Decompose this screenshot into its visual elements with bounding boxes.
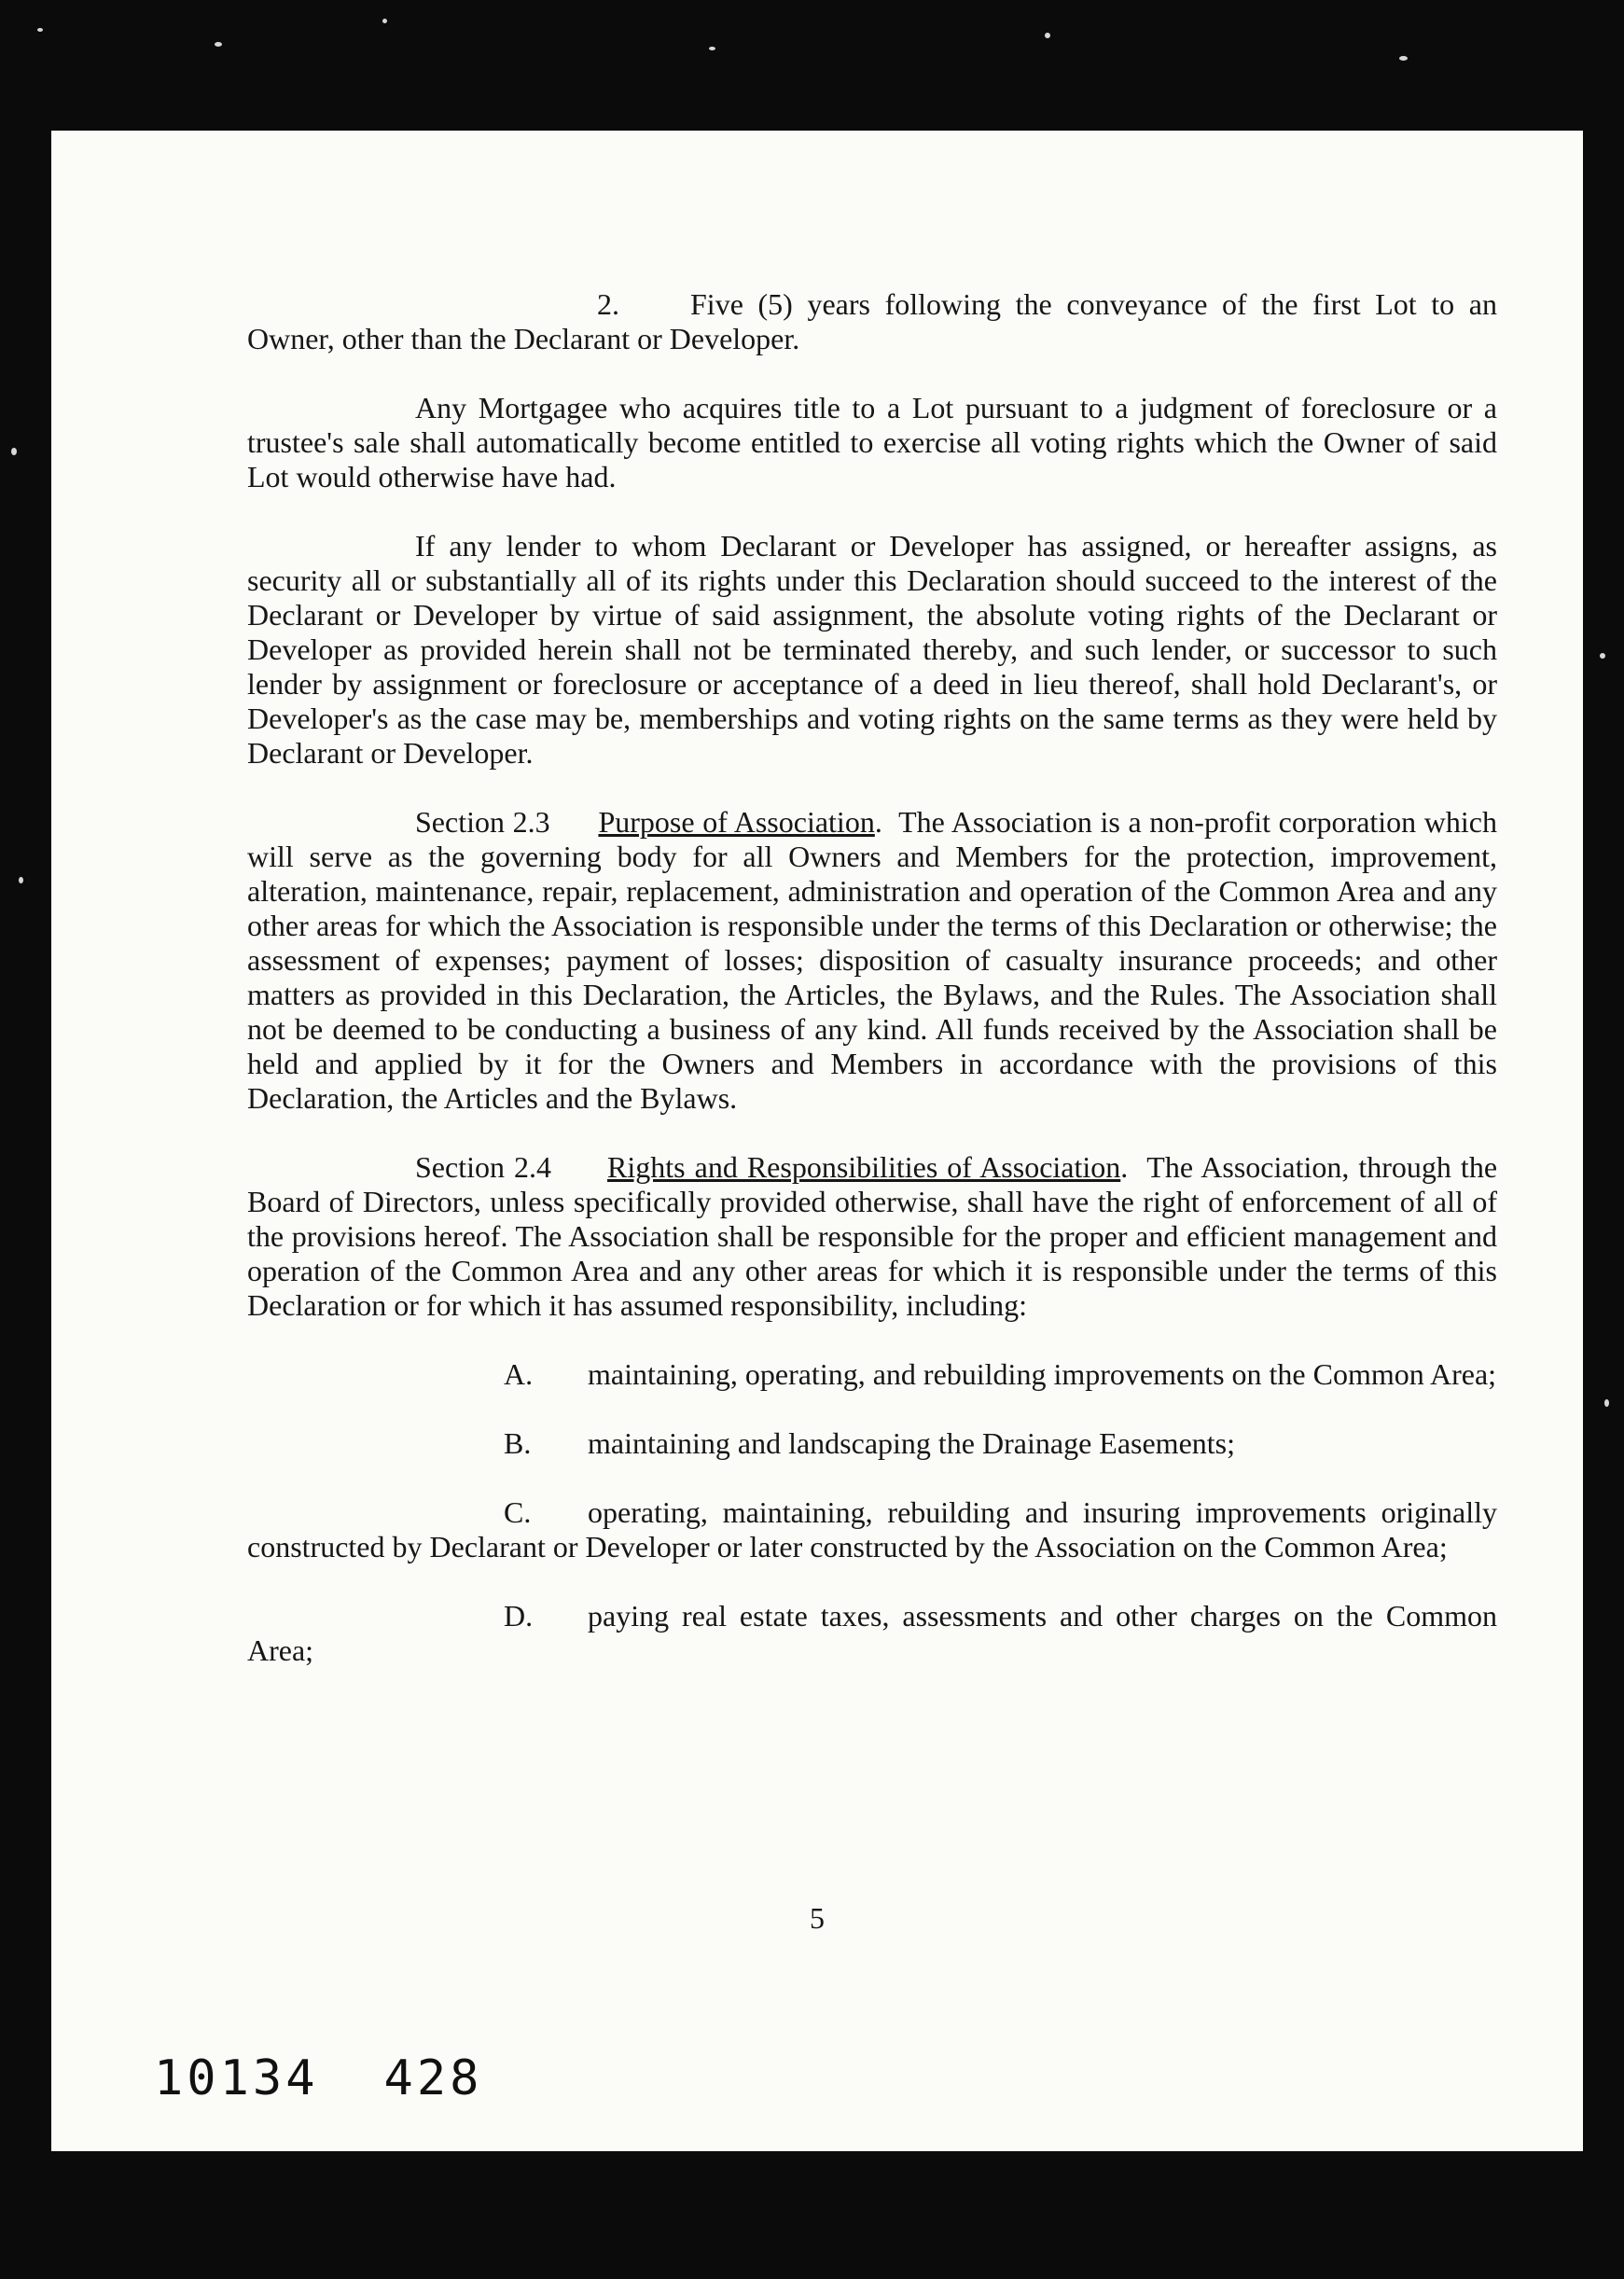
page-number: 5 <box>810 1901 825 1935</box>
scan-speck <box>1600 653 1605 659</box>
list-text: paying real estate taxes, assessments and other charges on the Common Area; <box>247 1599 1497 1667</box>
document-page <box>51 131 1583 2151</box>
section-heading: Rights and Responsibilities of Association <box>607 1150 1121 1184</box>
scan-speck <box>1399 56 1408 61</box>
section-body: The Association, through the Board of Directors, unless specifically provided otherwise, shall have the right of enforcement of all of the provisions hereof. The Association shall be responsible for the proper and efficient management and operation of the Common Area and any other areas for which it is responsible under the terms of this Declaration or for which it has assumed responsibility, including: <box>247 1150 1498 1322</box>
list-item-a <box>247 1357 1497 1392</box>
stamp-book-number: 10134 <box>154 2050 319 2106</box>
list-letter: B. <box>504 1426 532 1460</box>
scan-speck <box>19 877 23 883</box>
section-body: The Association is a non-profit corporation which will serve as the governing body for all Owners and Members for the protection, improvement, alteration, maintenance, repair, replacement, administration and operation of the Common Area and any other areas for which the Association is responsible under the terms of this Declaration or otherwise; the assessment of expenses; payment of losses; disposition of casualty insurance proceeds; and other matters as provided in this Declaration, the Articles, the Bylaws, and the Rules. The Association shall not be deemed to be conducting a business of any kind. All funds received by the Association shall be held and applied by it for the Owners and Members in accordance with the provisions of this Declaration, the Articles and the Bylaws. <box>247 805 1498 1115</box>
section-2-4: Section 2.4 Rights and Responsibilities of Association. The Association, through the Board of Directors, unless specifically provided otherwise, shall have the right of enforcement of all of the provisions hereof. The Association shall be responsible for the proper and efficient management and operation of the Common Area and any other areas for which it is responsible under the terms of this Declaration or for which it has assumed responsibility, including: <box>247 1150 1498 1322</box>
scan-speck <box>37 28 43 32</box>
list-text: maintaining and landscaping the Drainage Easements; <box>588 1426 1235 1460</box>
item-2-text: Five (5) years following the conveyance of the first Lot to an Owner, other than the Declarant or Developer. <box>247 287 1497 355</box>
lender-paragraph: If any lender to whom Declarant or Developer has assigned, or hereafter assigns, as security all or substantially all of its rights under this Declaration should succeed to the interest of the Declarant or Developer by virtue of said assignment, the absolute voting rights of the Declarant or Developer as provided herein shall not be terminated thereby, and such lender, or successor to such lender by assignment or foreclosure or acceptance of a deed in lieu thereof, shall hold Declarant's, or Developer's as the case may be, memberships and voting rights on the same terms as they were held by Declarant or Developer. <box>247 529 1497 770</box>
scan-speck <box>11 448 17 455</box>
list-letter: A. <box>504 1357 534 1391</box>
book-page-stamp <box>154 2050 548 2106</box>
list-item-c <box>247 1495 1497 1564</box>
section-heading: Purpose of Association <box>598 805 875 839</box>
section-label: Section 2.3 <box>415 805 550 839</box>
document-body <box>247 287 1497 1668</box>
scan-speck <box>709 47 715 50</box>
scan-speck <box>1604 1399 1609 1407</box>
section-label: Section 2.4 <box>415 1150 551 1184</box>
list-text: operating, maintaining, rebuilding and insuring improvements originally constructed by Declarant or Developer or later constructed by the Association on the Common Area; <box>247 1495 1497 1563</box>
mortgagee-paragraph: Any Mortgagee who acquires title to a Lot pursuant to a judgment of foreclosure or a trustee's sale shall automatically become entitled to exercise all voting rights which the Owner of said Lot would otherwise have had. <box>247 391 1497 493</box>
scan-speck <box>1045 33 1050 38</box>
scan-speck <box>215 42 222 47</box>
list-letter: D. <box>504 1599 534 1633</box>
stamp-page-number: 428 <box>383 2050 483 2106</box>
item-number: 2. <box>597 287 619 321</box>
list-item-d <box>247 1599 1497 1668</box>
section-2-3: Section 2.3 Purpose of Association. The Association is a non-profit corporation which will serve as the governing body for all Owners and Members for the protection, improvement, alteration, maintenance, repair, replacement, administration and operation of the Common Area and any other areas for which the Association is responsible under the terms of this Declaration or otherwise; the assessment of expenses; payment of losses; disposition of casualty insurance proceeds; and other matters as provided in this Declaration, the Articles, the Bylaws, and the Rules. The Association shall not be deemed to be conducting a business of any kind. All funds received by the Association shall be held and applied by it for the Owners and Members in accordance with the provisions of this Declaration, the Articles and the Bylaws. <box>247 805 1498 1115</box>
list-item-b <box>247 1426 1497 1461</box>
voting-item-2 <box>247 287 1497 356</box>
list-text: maintaining, operating, and rebuilding improvements on the Common Area; <box>588 1357 1497 1391</box>
list-letter: C. <box>504 1495 532 1529</box>
scan-speck <box>382 19 387 23</box>
